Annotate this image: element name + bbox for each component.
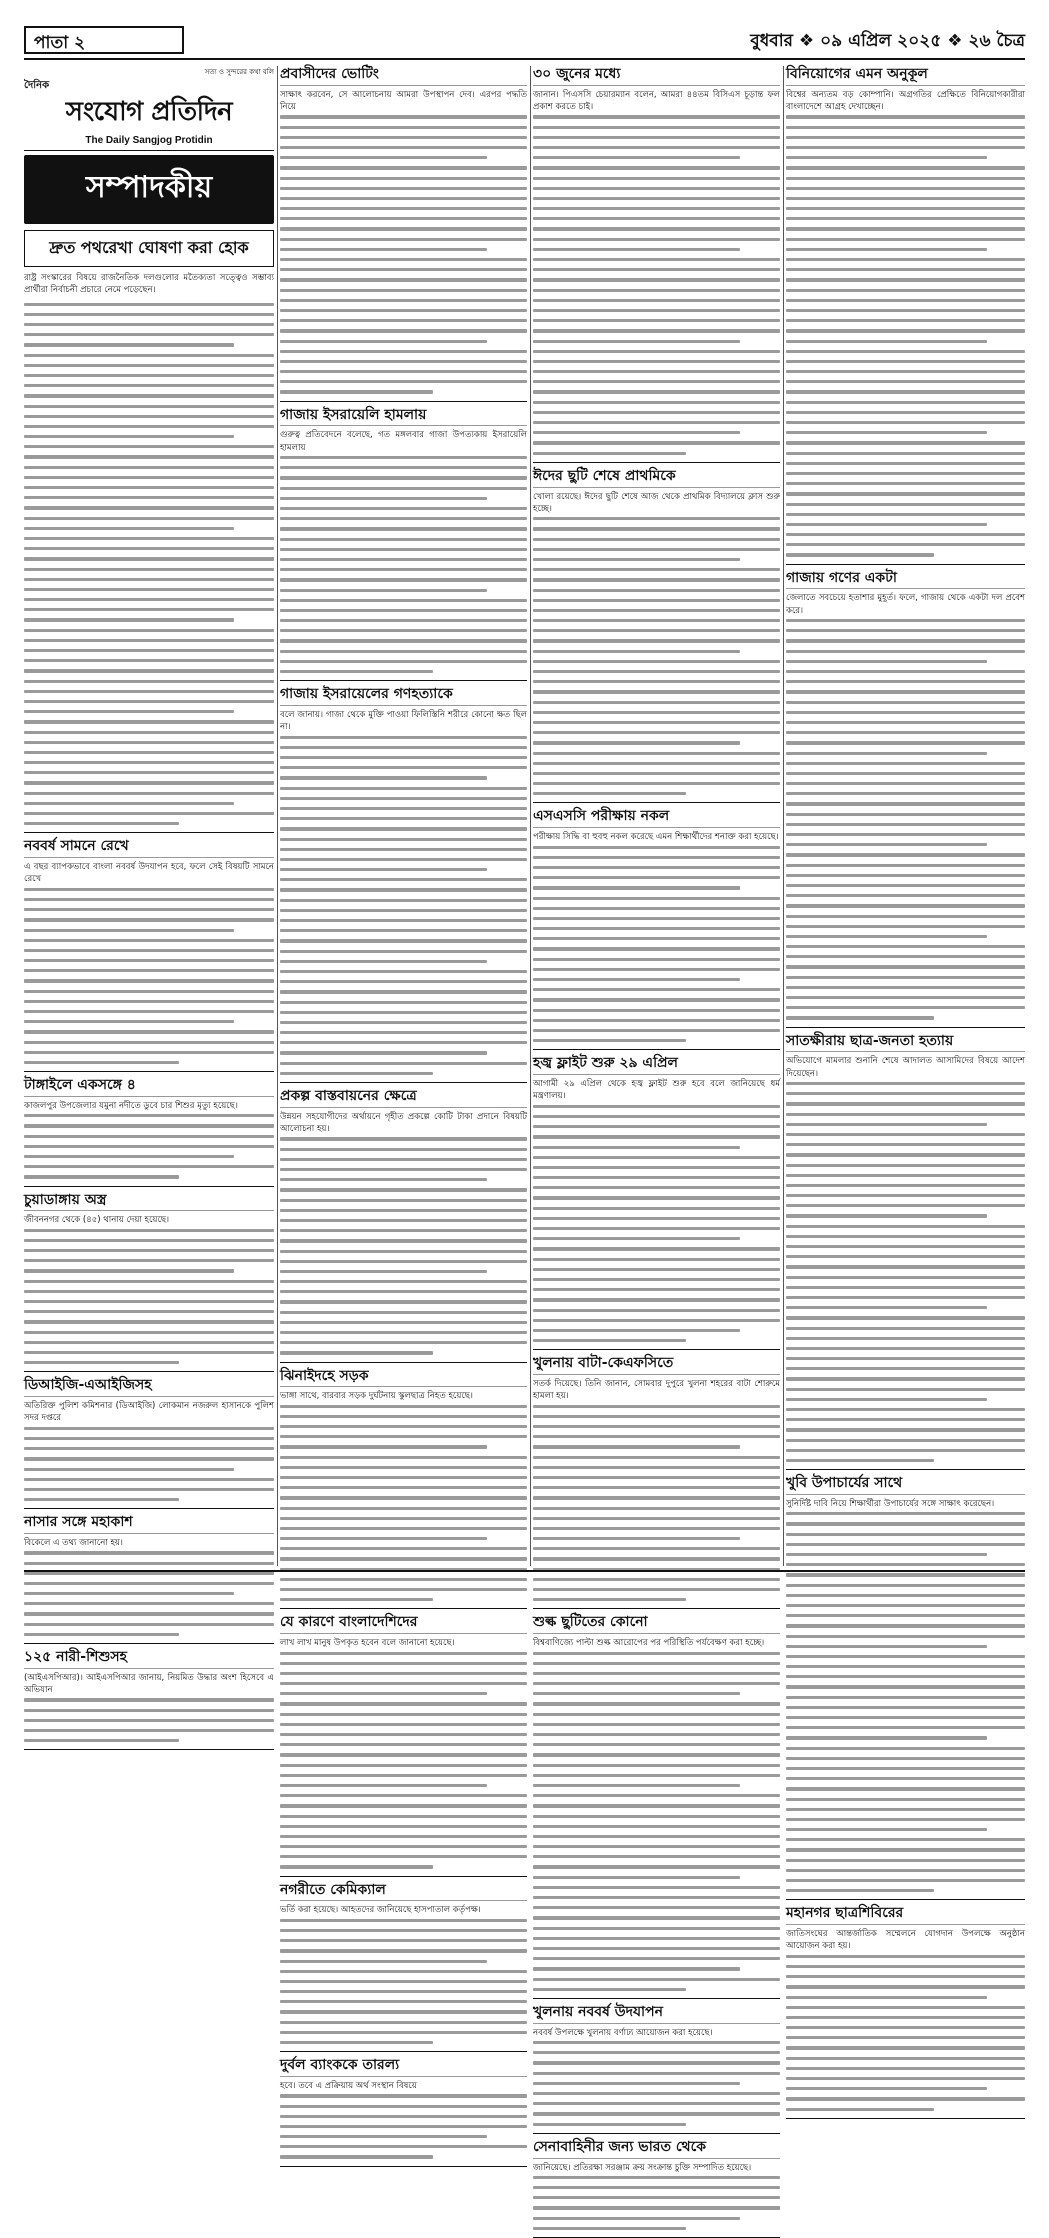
story-divider [280,1082,527,1083]
story-body-text [786,115,1025,556]
story-body-text [280,115,527,393]
page-number: পাতা ২ [24,26,184,54]
story-headline: গাজায় গণের একটা [786,570,1025,590]
story-lead: খোলা রয়েছে। ঈদের ছুটি শেষে আজ থেকে প্রাথমিক বিদ্যালয়ে ক্লাস শুরু হচ্ছে। [533,491,780,514]
top-rule [24,58,1025,60]
story-lead: জেলাতে সবচেয়ে হতাশার মুহূর্ত। ফলে, গাজায় থেকে একটা দল প্রবেশ করে। [786,593,1025,616]
story-body-text [786,1082,1025,1462]
story-gaza-goner [786,570,1025,1020]
story-lead: (আইএসপিআর)। আইএসপিআর জানায়, নিয়মিত উদ্ধার অংশ হিসেবে এ অভিযান [24,1672,274,1696]
story-divider [533,1049,780,1050]
masthead-tagline: সত্য ও সুন্দরের কথা বলি [204,68,274,76]
story-jhenaidah [280,1368,527,1602]
story-divider [786,1899,1025,1900]
editorial-lead: রাষ্ট্র সংস্কারের বিষয়ে রাজনৈতিক দলগুলোর মতৈক্যতা সত্ত্বেও সম্ভাব্য প্রার্থীরা নির্বাচনী প্রচারে নেমে পড়েছেন। [24,273,274,296]
editorial-banner: সম্পাদকীয় [24,155,274,224]
story-gaza-hamla [280,407,527,674]
story-headline: নগরীতে কেমিক্যাল [280,1882,527,1902]
story-headline: চুয়াডাঙ্গায় অস্ত্র [24,1192,274,1212]
page-header [24,26,1025,56]
story-divider [786,1027,1025,1028]
story-hajj-flight [533,1055,780,1342]
story-divider [280,1362,527,1363]
story-satkhira [786,1033,1025,1463]
story-body-text [533,2176,780,2230]
story-body-text [24,888,274,1064]
story-lead: লাখ লাখ মানুষ উপকৃত হবেন বলে জানানো হয়েছে। [280,1638,455,1649]
story-headline: ঝিনাইদহে সড়ক [280,1368,527,1388]
story-nasa [24,1514,274,1636]
story-lead: জাতিসংঘের আন্তর্জাতিক সম্মেলনে যোগদান উপলক্ষে অনুষ্ঠান আয়োজন করা হয়। [786,1929,1025,1952]
story-lead: গুরুত্ব প্রতিবেদনে বলেছে, গত মঙ্গলবার গাজা উপত্যকায় ইসরায়েলি হামলায় [280,430,527,453]
story-body-text [786,1955,1025,2111]
story-headline: সেনাবাহিনীর জন্য ভারত থেকে [533,2139,780,2159]
story-headline: প্রবাসীদের ভোটিং [280,66,527,86]
story-body-text [533,1105,780,1343]
story-body-text [533,1652,780,1991]
story-headline: ১২৫ নারী-শিশুসহ [24,1649,274,1669]
story-headline: গাজায় ইসরায়েলের গণহত্যাকে [280,686,527,706]
story-headline: খুলনায় নববর্ষ উদযাপন [533,2004,780,2024]
story-divider [533,802,780,803]
story-body-text [24,1698,274,1742]
story-headline: মহানগর ছাত্রশিবিরের [786,1905,1025,1925]
story-headline: ৩০ জুনের মধ্যে [533,66,780,86]
story-body-text [280,736,527,1075]
story-headline: সাতক্ষীরায় ছাত্র-জনতা হত্যায় [786,1033,1025,1053]
story-lead: অভিযোগে মামলার শুনানি শেষে আদালত আসামিদের বিষয়ে আদেশ দিয়েছেন। [786,1056,1025,1079]
story-eid-chuti [533,468,780,796]
story-lead: পরীক্ষায় সিদ্ধি বা হুবহু নকল করেছে এমন শিক্ষার্থীদের শনাক্ত করা হয়েছে। [533,832,779,843]
editorial-lead-story [24,272,274,297]
editorial-headline: দ্রুত পথরেখা ঘোষণা করা হোক [24,230,274,267]
column-divider [530,66,531,1566]
column-divider [277,66,278,1566]
story-headline: বিনিয়োগের এমন অনুকূল [786,66,1025,86]
story-gaza-gonohotya [280,686,527,1075]
story-divider [786,2118,1025,2119]
story-divider [24,1186,274,1187]
story-body-text [280,1919,527,2044]
column-1 [24,66,274,1696]
column-4 [786,66,1025,1952]
story-lead: সুনির্দিষ্ট দাবি নিয়ে শিক্ষার্থীরা উপাচার্যের সঙ্গে সাক্ষাৎ করেছেন। [786,1498,995,1509]
story-divider [533,2133,780,2134]
story-chuadanga [24,1192,274,1365]
story-lead: আগামী ২৯ এপ্রিল থেকে হজ্ব ফ্লাইট শুরু হবে বলে জানিয়েছে ধর্ম মন্ত্রণালয়। [533,1079,780,1102]
story-lead: জীবননগর থেকে (৪৫) থানায় দেয়া হয়েছে। [24,1215,170,1226]
story-lead: বলে জানায়। গাজা থেকে মুক্তি পাওয়া ফিলিস্তিনি শরীরে কোনো ক্ষত ছিল না। [280,710,527,733]
story-lead: জানান। পিএসসি চেয়ারম্যান বলেন, আমরা ৪৪তম বিসিএস চূড়ান্ত ফল প্রকাশ করতে চাই। [533,89,780,113]
story-tangail [24,1077,274,1178]
story-lead: বিশ্ববাণিজ্যে পাল্টা শুল্ক আরোপের পর পরিস্থিতি পর্যবেক্ষণ করা হচ্ছে। [533,1638,765,1649]
story-nogorite-chemical [280,1882,527,2045]
story-lead: সতর্ক দিয়েছে। তিনি জানান, সোমবার দুপুরে খুলনা শহরের বাটা শোরুমে হামলা হয়। [533,1379,780,1402]
story-divider [280,2166,527,2167]
story-noboborsho [24,838,274,1064]
story-headline: শুল্ক ছুটিতের কোনো [533,1614,780,1634]
story-body-text [24,1551,274,1636]
story-lead: অতিরিক্ত পুলিশ কমিশনার (ডিআইজি) লোকমান নজরুল হাসানকে পুলিশ সদর দপ্তরে [24,1401,274,1424]
story-body-text [280,456,527,673]
story-body-text [24,1114,274,1178]
story-headline: ডিআইজি-এআইজিসহ [24,1377,274,1397]
story-biniyog [786,66,1025,557]
story-body-text [24,1427,274,1502]
story-headline: টাঙ্গাইলে একসঙ্গে ৪ [24,1077,274,1097]
story-prokolpo [280,1088,527,1355]
masthead [24,66,274,151]
story-body-text [24,1229,274,1365]
story-divider [786,1469,1025,1470]
bottom-rule [24,1570,1025,1572]
masthead-daily: দৈনিক [24,80,50,91]
story-body-text [533,846,780,1043]
story-divider [280,2051,527,2052]
story-divider [24,1371,274,1372]
story-body-text [280,2094,527,2158]
story-body-text [533,115,780,454]
story-nari-shishu [24,1649,274,1742]
story-senabahini [533,2139,780,2230]
story-lead: কাজলপুর উপজেলার যমুনা নদীতে ডুবে চার শিশুর মৃত্যু হয়েছে। [24,1100,238,1111]
story-headline: নববর্ষ সামনে রেখে [24,838,274,858]
story-je-karone [280,1614,527,1868]
story-headline: খুবি উপাচার্যের সাথে [786,1475,1025,1495]
story-divider [533,1349,780,1350]
story-divider [280,1608,527,1609]
story-lead: ভর্তি করা হয়েছে। আহতদের জানিয়েছে হাসপাতাল কর্তৃপক্ষ। [280,1905,481,1916]
story-body-text [533,517,780,795]
story-body-text [280,1137,527,1354]
story-lead: নববর্ষ উপলক্ষে খুলনায় বর্ণাঢ্য আয়োজন করা হয়েছে। [533,2027,713,2038]
story-editorial-body [24,303,274,826]
column-2 [280,66,527,2091]
story-lead: ভাঙ্গা সাথে, বারবার সড়ক দুর্ঘটনায় স্কুলছাত্র নিহত হয়েছে। [280,1391,473,1402]
column-3 [533,66,780,2173]
story-divider [24,1508,274,1509]
story-headline: প্রকল্প বাস্তবায়নের ক্ষেত্রে [280,1088,527,1108]
story-durbol-bank [280,2057,527,2158]
story-lead: বিকেলে এ তথ্য জানানো হয়। [24,1538,123,1549]
story-lead: হবে। তবে এ প্রক্রিয়ায় অর্থ সংস্থান বিষয়ে [280,2081,417,2091]
story-divider [533,1998,780,1999]
story-headline: খুলনায় বাটা-কেএফসিতে [533,1355,780,1375]
story-mohanagar-chhatrashibir [786,1905,1025,2110]
story-lead: জানিয়েছে। প্রতিরক্ষা সরঞ্জাম ক্রয় সংক্রান্ত চুক্তি সম্পাদিত হয়েছে। [533,2162,752,2173]
masthead-title: সংযোগ প্রতিদিন [65,97,233,127]
story-headline: দুর্বল ব্যাংককে তারল্য [280,2057,527,2077]
story-divider [280,680,527,681]
story-probashi-voting [280,66,527,394]
column-divider [783,66,784,1566]
story-dig-eig [24,1377,274,1501]
story-divider [533,462,780,463]
story-lead: বিশ্বের অন্যতম বড় কোম্পানি। অগ্রগতির প্রেক্ষিতে বিনিয়োগকারীরা বাংলাদেশে আগ্রহ দেখাচ্ছেন। [786,89,1025,113]
story-divider [280,401,527,402]
story-body-text [24,303,274,826]
story-divider [24,1749,274,1750]
story-body-text [533,2041,780,2126]
story-headline: হজ্ব ফ্লাইট শুরু ২৯ এপ্রিল [533,1055,780,1075]
story-headline: ঈদের ছুটি শেষে প্রাথমিকে [533,468,780,488]
date-line: বুধবার ❖ ০৯ এপ্রিল ২০২৫ ❖ ২৬ চৈত্র [750,31,1025,51]
story-khubi-upacharya [786,1475,1025,1892]
story-lead: উন্নয়ন সহযোগীদের অর্থায়নে গৃহীত প্রকল্পে কোটি টাকা প্রদানে বিষয়টি আলোচনা হয়। [280,1111,527,1135]
masthead-title-en: The Daily Sangjog Protidin [85,135,213,146]
story-lead: সাক্ষাৎ করবেন, সে আলোচনায় আমরা উপস্থাপন দেব। এরপর পদ্ধতি নিয়ে [280,89,527,113]
story-headline: এসএসসি পরীক্ষায় নকল [533,808,780,828]
story-lead: এ বছর ব্যাপকভাবে বাংলা নববর্ষ উদযাপন হবে, ফলে সেই বিষয়টি সামনে রেখে [24,862,274,885]
story-divider [280,1876,527,1877]
story-body-text [280,1652,527,1869]
story-headline: যে কারণে বাংলাদেশিদের [280,1614,527,1634]
story-divider [24,1643,274,1644]
story-headline: গাজায় ইসরায়েলি হামলায় [280,407,527,427]
story-divider [533,1608,780,1609]
story-khulna-noboborsho [533,2004,780,2126]
story-june-modhye [533,66,780,455]
story-divider [786,564,1025,565]
story-divider [24,1071,274,1072]
story-khulna-bata [533,1355,780,1601]
story-shulko-chhuti [533,1614,780,1990]
story-headline: নাসার সঙ্গে মহাকাশ [24,1514,274,1534]
story-body-text [786,619,1025,1020]
story-ssc-nokol [533,808,780,1042]
story-divider [24,832,274,833]
